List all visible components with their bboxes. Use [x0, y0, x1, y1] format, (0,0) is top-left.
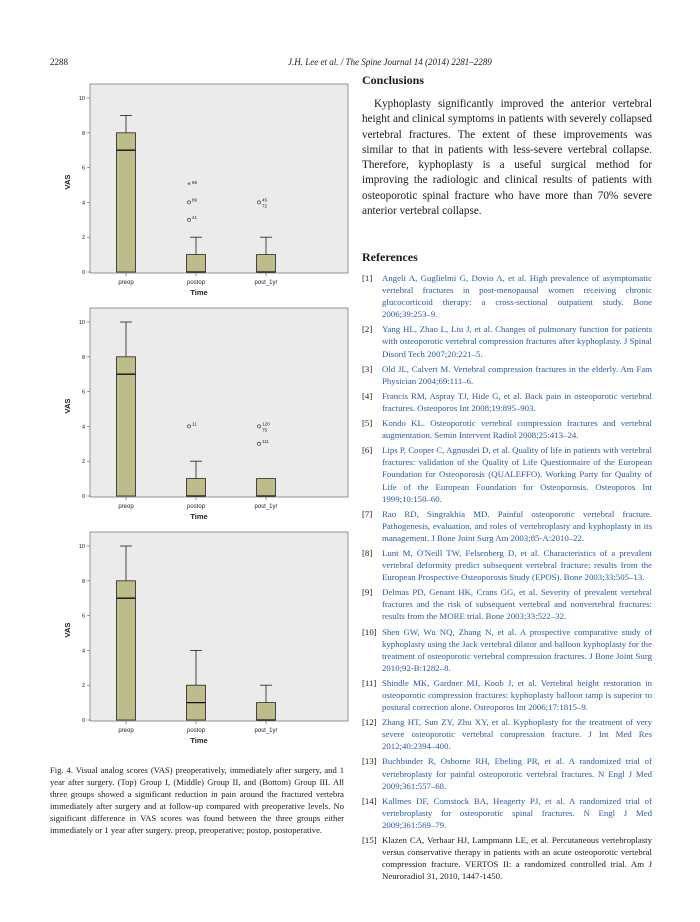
- reference-number: [12]: [362, 717, 377, 728]
- y-tick-label: 2: [81, 683, 85, 690]
- reference-link[interactable]: Delmas PD, Genant HK, Crans GG, et al. Severity of prevalent vertebral fractures and the risk of subsequent vertebral and nonvertebral fractures: results from the MORE trial. Bone 2003;33:522–32.: [382, 587, 652, 622]
- reference-link[interactable]: Francis RM, Aspray TJ, Hide G, et al. Back pain in osteoporotic vertebral fractures. Osteoporos Int 2008;19:895–903.: [382, 390, 652, 413]
- box: [117, 581, 136, 720]
- page-number: 2288: [50, 57, 68, 67]
- boxplot-group-3: [50, 526, 350, 748]
- outlier: [262, 203, 268, 208]
- reference-item: [362, 716, 652, 752]
- reference-link[interactable]: Old JL, Calvert M. Vertebral compression fractures in the elderly. Am Fam Physician 2004;69:111–6.: [382, 363, 652, 386]
- reference-number: [2]: [362, 324, 373, 335]
- outlier-label: 72: [262, 203, 268, 209]
- reference-link[interactable]: Lips P, Cooper C, Agnusdei D, et al. Quality of life in patients with vertebral fractures: validation of the Quality of Life Questionnaire of the European Foundation for Osteoporosis (QUALEFFO). Working Party for Quality of Life of the European Foundation for Osteoporosis. Osteoporos Int 1999;10:150–60.: [382, 445, 652, 504]
- reference-link[interactable]: Zhang HT, Sun ZY, Zhu XY, et al. Kyphoplasty for the treatment of very severe osteoporotic vertebral compression fracture. J Int Med Res 2012;40:2394–400.: [382, 717, 652, 752]
- outlier-label: 120: [262, 421, 270, 427]
- reference-number: [10]: [362, 626, 377, 637]
- reference-link[interactable]: Kallmes DF, Comstock BA, Heagerty PJ, et al. A randomized trial of vertebroplasty for osteoporotic spinal fractures. N Engl J Med 2009;361:569–79.: [382, 795, 652, 830]
- box-preop: [117, 115, 136, 272]
- reference-number: [7]: [362, 508, 373, 519]
- x-tick-label: postop: [186, 280, 206, 286]
- x-axis-label: Time: [190, 736, 208, 745]
- box-post_1yr: [257, 479, 276, 496]
- reference-link[interactable]: Rao RD, Singrakhia MD. Painful osteoporotic vertebral fracture. Pathogenesis, evaluation, and roles of vertebroplasty and kyphoplasty in its management. J Bone Joint Surg Am 2003;85-A:2010–22.: [382, 508, 652, 543]
- conclusions-text: Kyphoplasty significantly improved the anterior vertebral height and clinical symptoms in patients with severely collapsed vertebral fractures. The extent of these improvements was similar to that in patients with less-severe vertebral collapse. Therefore, kyphoplasty is a useful surgical method for improving the radiologic and clinical results of patients with osteoporotic spinal fracture who have more than 70% severe anterior vertebral collapse.: [362, 98, 652, 218]
- y-tick-label: 2: [81, 235, 85, 242]
- y-tick-label: 4: [81, 200, 85, 207]
- y-tick-label: 2: [81, 459, 85, 466]
- boxplot-group-1: [50, 78, 350, 300]
- y-tick-label: 6: [81, 389, 85, 396]
- y-tick-label: 0: [81, 494, 85, 500]
- reference-number: [5]: [362, 418, 373, 429]
- reference-link[interactable]: Lunt M, O'Neill TW, Felsenberg D, et al. Characteristics of a prevalent vertebral deformity predict subsequent vertebral fracture: results from the European Prospective Osteoporosis Study (EPOS). Bone 2003;33:505–13.: [382, 547, 652, 583]
- y-tick-label: 10: [78, 96, 85, 102]
- x-tick-label: preop: [118, 504, 134, 510]
- reference-item: [362, 547, 652, 583]
- y-tick-label: 0: [81, 270, 85, 276]
- x-tick-label: postop: [186, 504, 206, 510]
- box: [117, 133, 136, 272]
- y-axis-label: VAS: [63, 398, 72, 414]
- reference-item: [362, 272, 652, 320]
- y-tick-label: 4: [81, 648, 85, 655]
- boxplot-svg: [50, 526, 350, 748]
- reference-number: [11]: [362, 677, 377, 688]
- y-tick-label: 8: [81, 354, 85, 361]
- outlier-label: 75: [262, 427, 268, 433]
- reference-item: [362, 417, 652, 441]
- reference-number: [9]: [362, 587, 373, 598]
- reference-number: [4]: [362, 390, 373, 401]
- reference-number: [14]: [362, 795, 377, 806]
- reference-item: [362, 363, 652, 387]
- x-axis-label: Time: [190, 512, 208, 521]
- reference-link[interactable]: Shen GW, Wu NQ, Zhang N, et al. A prospective comparative study of kyphoplasty using the Jack vertebral dilator and balloon kyphoplasty for the treatment of osteoporotic vertebral compression fractures. J Bone Joint Surg 2010;92-B:1282–8.: [382, 626, 652, 673]
- y-tick-label: 10: [78, 544, 85, 550]
- y-tick-label: 8: [81, 578, 85, 585]
- reference-number: [13]: [362, 756, 377, 767]
- y-tick-label: 10: [78, 320, 85, 326]
- reference-item: [362, 586, 652, 622]
- reference-link[interactable]: Shindle MK, Gardner MJ, Koob J, et al. Vertebral height restoration in osteoporotic compression fractures: kyphoplasty balloon tamp is superior to postural correction alone. Osteoporos Int 2006;17:1815–9.: [382, 677, 652, 713]
- x-tick-label: preop: [118, 728, 134, 734]
- outlier-label: 41: [192, 214, 198, 220]
- reference-link[interactable]: Kondo KL. Osteoporotic vertebral compression fractures and vertebral augmentation. Semin Intervent Radiol 2008;25:413–24.: [382, 418, 652, 441]
- x-tick-label: post_1yr: [254, 504, 278, 510]
- reference-item: [362, 508, 652, 544]
- reference-item: [362, 626, 652, 674]
- figure-caption: Fig. 4. Visual analog scores (VAS) preoperatively, immediately after surgery, and 1 year after surgery. (Top) Group I, (Middle) Group II, and (Bottom) Group III. All three groups showed a significant reduction in pain around the fractured vertebra immediately after surgery and at follow-up compared with preoperative levels. No significant difference in VAS scores was found between the three groups either immediately or 1 year after surgery. preop, preoperative; postop, postoperative.: [50, 765, 344, 835]
- outlier-label: 11: [192, 421, 197, 427]
- reference-link[interactable]: Buchbinder R, Osborne RH, Ebeling PR, et al. A randomized trial of vertebroplasty for painful osteoporotic vertebral fractures. N Engl J Med 2009;361:557–68.: [382, 756, 652, 791]
- boxplot-svg: [50, 302, 350, 524]
- references-heading: References: [362, 250, 418, 264]
- box: [257, 703, 276, 720]
- reference-number: [8]: [362, 547, 373, 558]
- outlier-star: *: [187, 181, 191, 190]
- x-tick-label: postop: [186, 728, 206, 734]
- x-tick-label: post_1yr: [254, 280, 278, 286]
- box: [257, 255, 276, 272]
- y-tick-label: 4: [81, 424, 85, 431]
- outlier-label: 86: [192, 180, 198, 185]
- y-tick-label: 6: [81, 165, 85, 172]
- reference-item: [362, 755, 652, 791]
- page-header: [50, 57, 650, 71]
- conclusions-heading: Conclusions: [362, 73, 425, 87]
- reference-list: [362, 272, 652, 885]
- boxplot-group-2: [50, 302, 350, 524]
- x-tick-label: post_1yr: [254, 728, 278, 734]
- reference-link: Klazen CA, Verhaar HJ, Lampmann LE, et al. Percutaneous vertebroplasty versus conservative therapy in patients with an acute osteoporotic vertebral compression fracture. VERTOS II: a randomized controlled trial. Am J Neuroradiol 31, 2010, 1447-1450.: [382, 835, 652, 882]
- y-tick-label: 6: [81, 613, 85, 620]
- reference-item: [362, 390, 652, 414]
- box: [257, 479, 276, 496]
- conclusions-section: [362, 73, 652, 219]
- reference-item: [362, 834, 652, 882]
- outlier-label: 111: [262, 438, 269, 444]
- reference-number: [1]: [362, 273, 373, 283]
- y-axis-label: VAS: [63, 174, 72, 190]
- box: [187, 255, 206, 272]
- reference-item: [362, 795, 652, 831]
- reference-number: [6]: [362, 445, 373, 456]
- y-tick-label: 8: [81, 130, 85, 137]
- box: [187, 479, 206, 496]
- outlier: [262, 427, 268, 432]
- running-title: J.H. Lee et al. / The Spine Journal 14 (2014) 2281–2289: [288, 57, 492, 67]
- boxplot-svg: [50, 78, 350, 300]
- reference-number: [3]: [362, 363, 373, 374]
- reference-number: [15]: [362, 835, 377, 846]
- outlier-label: 45: [262, 197, 268, 203]
- reference-link[interactable]: Angeli A, Guglielmi G, Dovio A, et al. High prevalence of asymptomatic vertebral fractures in post-menopausal women receiving chronic glucocorticoid therapy: a cross-sectional outpatient study. Bone 2006;39:253–9.: [382, 273, 652, 320]
- reference-item: [362, 677, 652, 713]
- box: [117, 357, 136, 496]
- x-tick-label: preop: [118, 280, 134, 286]
- y-tick-label: 0: [81, 718, 85, 724]
- y-axis-label: VAS: [63, 622, 72, 638]
- outlier-label: 89: [192, 197, 198, 203]
- reference-item: [362, 323, 652, 359]
- x-axis-label: Time: [190, 288, 208, 297]
- reference-item: [362, 444, 652, 504]
- reference-link[interactable]: Yang HL, Zhao L, Liu J, et al. Changes of pulmonary function for patients with osteoporotic vertebral compression fractures after kyphoplasty. J Spinal Disord Tech 2007;20:221–5.: [382, 324, 652, 359]
